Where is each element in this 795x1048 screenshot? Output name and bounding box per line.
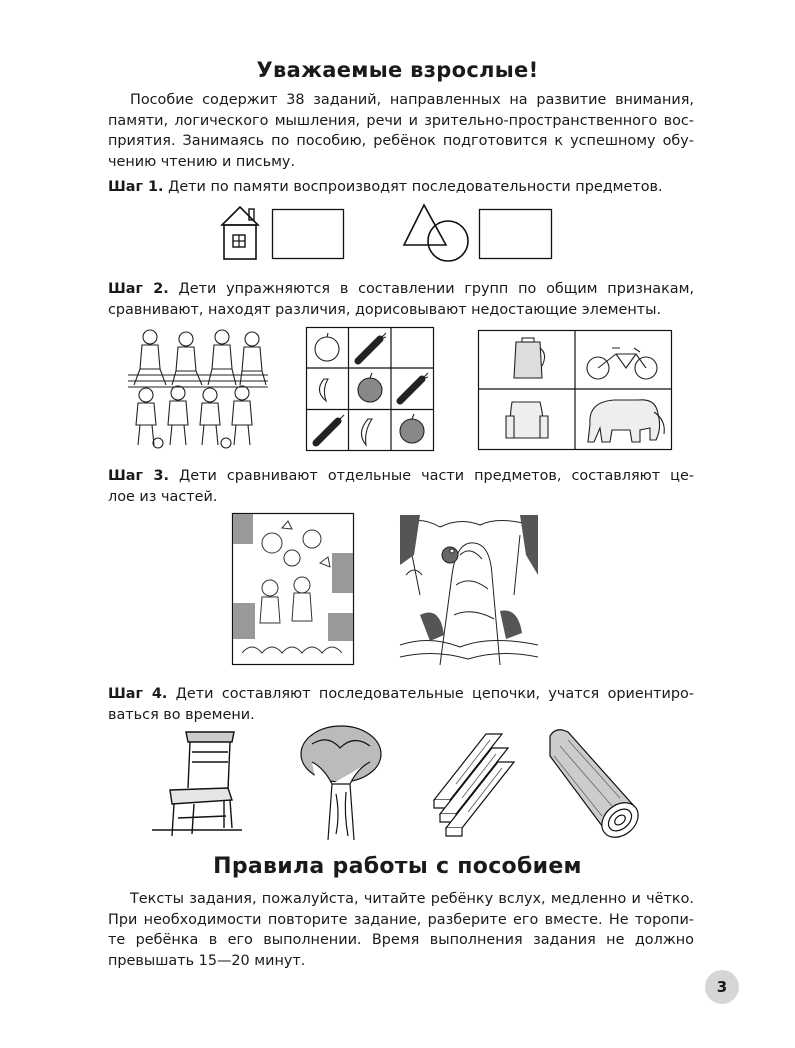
- objects-grid: [478, 330, 672, 450]
- puzzle-illustration: [232, 513, 354, 665]
- elephant-icon: [588, 400, 664, 442]
- empty-answer-box: [272, 209, 344, 259]
- page-title: Уважаемые взрослые!: [256, 58, 539, 82]
- step-1: [108, 177, 694, 198]
- intro-line: памяти, логического мышления, речи и зрительно-пространственного вос-: [108, 112, 694, 129]
- rules-heading: Правила работы с пособием: [213, 854, 582, 879]
- children-group-illustration: [128, 325, 268, 450]
- step-text: лое из частей.: [108, 488, 218, 505]
- step-text: Дети по памяти воспроизводят последовательности предметов.: [168, 179, 663, 195]
- empty-answer-box: [479, 209, 552, 259]
- rules-line: При необходимости повторите задание, разберите его вместе. Не торопи-: [108, 911, 694, 928]
- step-label: Шаг 3.: [108, 468, 169, 484]
- step-text: Дети составляют последовательные цепочки, учатся ориентиро-: [175, 686, 694, 702]
- intro-line: приятия. Занимаясь по пособию, ребёнок подготовится к успешному обу-: [108, 133, 694, 149]
- step-label: Шаг 4.: [108, 686, 168, 702]
- intro-line: Пособие содержит 38 заданий, направленных на развитие внимания,: [130, 92, 694, 108]
- armchair-icon: [506, 402, 548, 438]
- kettle-icon: [514, 338, 545, 378]
- rules-paragraph: [108, 889, 694, 971]
- step-text: Дети сравнивают отдельные части предметов, составляют це-: [179, 468, 695, 484]
- step-label: Шаг 2.: [108, 281, 169, 297]
- step-text: сравнивают, находят различия, дорисовывают недостающие элементы.: [108, 301, 662, 318]
- rules-line: Тексты задания, пожалуйста, читайте ребёнку вслух, медленно и чётко.: [130, 891, 694, 907]
- tree-icon: [298, 724, 384, 840]
- step-2: [108, 279, 694, 320]
- log-icon: [546, 726, 642, 836]
- bicycle-icon: [587, 348, 657, 379]
- step-text: Дети упражняются в составлении групп по общим признакам,: [178, 281, 695, 297]
- chair-icon: [152, 728, 242, 840]
- intro-line: чению чтению и письму.: [108, 153, 296, 170]
- fruit-grid: [306, 327, 434, 451]
- step-3: [108, 466, 694, 507]
- step-4: [108, 684, 694, 725]
- intro-paragraph: [108, 90, 694, 172]
- page-number: 3: [705, 970, 739, 1004]
- planks-icon: [426, 730, 514, 838]
- step-text: ваться во времени.: [108, 706, 255, 723]
- rules-line: те ребёнка в его выполнении. Время выполнения задания не должно: [108, 932, 694, 948]
- step-label: Шаг 1.: [108, 179, 164, 195]
- rules-line: превышать 15—20 минут.: [108, 952, 306, 969]
- forest-tree-illustration: [400, 515, 538, 665]
- triangle-circle-icon: [402, 203, 472, 263]
